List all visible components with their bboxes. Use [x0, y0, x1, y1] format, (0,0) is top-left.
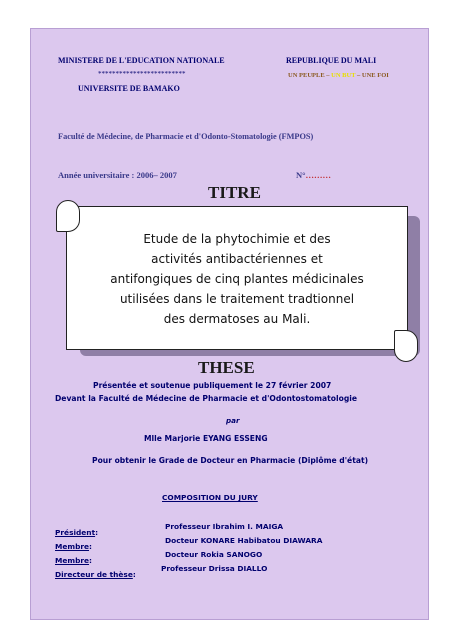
jury-title: COMPOSITION DU JURY: [162, 493, 258, 502]
republic-name: REPUBLIQUE DU MALI: [286, 56, 377, 65]
jury-member-name: Docteur KONARE Habibatou DIAWARA: [165, 536, 323, 545]
jury-member-name: Professeur Drissa DIALLO: [161, 564, 268, 573]
par-label: par: [226, 416, 240, 425]
thesis-title: [67, 229, 407, 329]
presented-before: Devant la Faculté de Médecine de Pharmacie et d'Odontostomatologie: [55, 394, 358, 403]
jury-role: Membre: [55, 542, 90, 551]
title-line: Etude de la phytochimie et des: [143, 232, 331, 246]
jury-role: Membre: [55, 556, 90, 565]
title-line: des dermatoses au Mali.: [163, 312, 311, 326]
jury-sep: :: [132, 570, 136, 579]
motto-part-1: UN PEUPLE –: [288, 72, 332, 79]
jury-member-name: Professeur Ibrahim I. MAIGA: [165, 522, 284, 531]
jury-role: Président: [55, 528, 96, 537]
jury-sep: :: [95, 528, 99, 537]
ministry-name: MINISTERE DE L'EDUCATION NATIONALE: [58, 56, 225, 65]
title-line: utilisées dans le traitement tradtionnel: [119, 292, 355, 306]
national-motto: [288, 72, 389, 79]
thesis-number: [296, 170, 331, 180]
title-scroll: [66, 206, 408, 350]
number-value: ………: [305, 170, 332, 180]
title-line: activités antibactériennes et: [151, 252, 323, 266]
faculty-name: Faculté de Médecine, de Pharmacie et d'Odonto-Stomatologie (FMPOS): [58, 132, 314, 141]
scroll-curl-top: [56, 200, 80, 232]
jury-sep: :: [89, 542, 92, 551]
university-name: UNIVERSITE DE BAMAKO: [78, 84, 180, 93]
titre-heading: TITRE: [208, 183, 261, 202]
motto-part-2: UN BUT: [331, 72, 356, 79]
jury-role: Directeur de thèse: [55, 570, 133, 579]
number-label: N°: [296, 170, 306, 180]
author-name: Mlle Marjorie EYANG ESSENG: [144, 434, 268, 443]
these-heading: THESE: [198, 358, 255, 377]
scroll-curl-bottom: [394, 330, 418, 362]
motto-part-3: – UNE FOI: [355, 72, 389, 79]
title-line: antifongiques de cinq plantes médicinales: [110, 272, 364, 286]
jury-row: [55, 564, 136, 582]
presentation-date: Présentée et soutenue publiquement le 27 février 2007: [93, 381, 332, 390]
jury-sep: :: [89, 556, 92, 565]
separator-stars: *************************: [98, 70, 186, 78]
academic-year: Année universitaire : 2006– 2007: [58, 170, 177, 180]
degree-sought: Pour obtenir le Grade de Docteur en Pharmacie (Diplôme d'état): [92, 456, 369, 465]
jury-member-name: Docteur Rokia SANOGO: [165, 550, 263, 559]
